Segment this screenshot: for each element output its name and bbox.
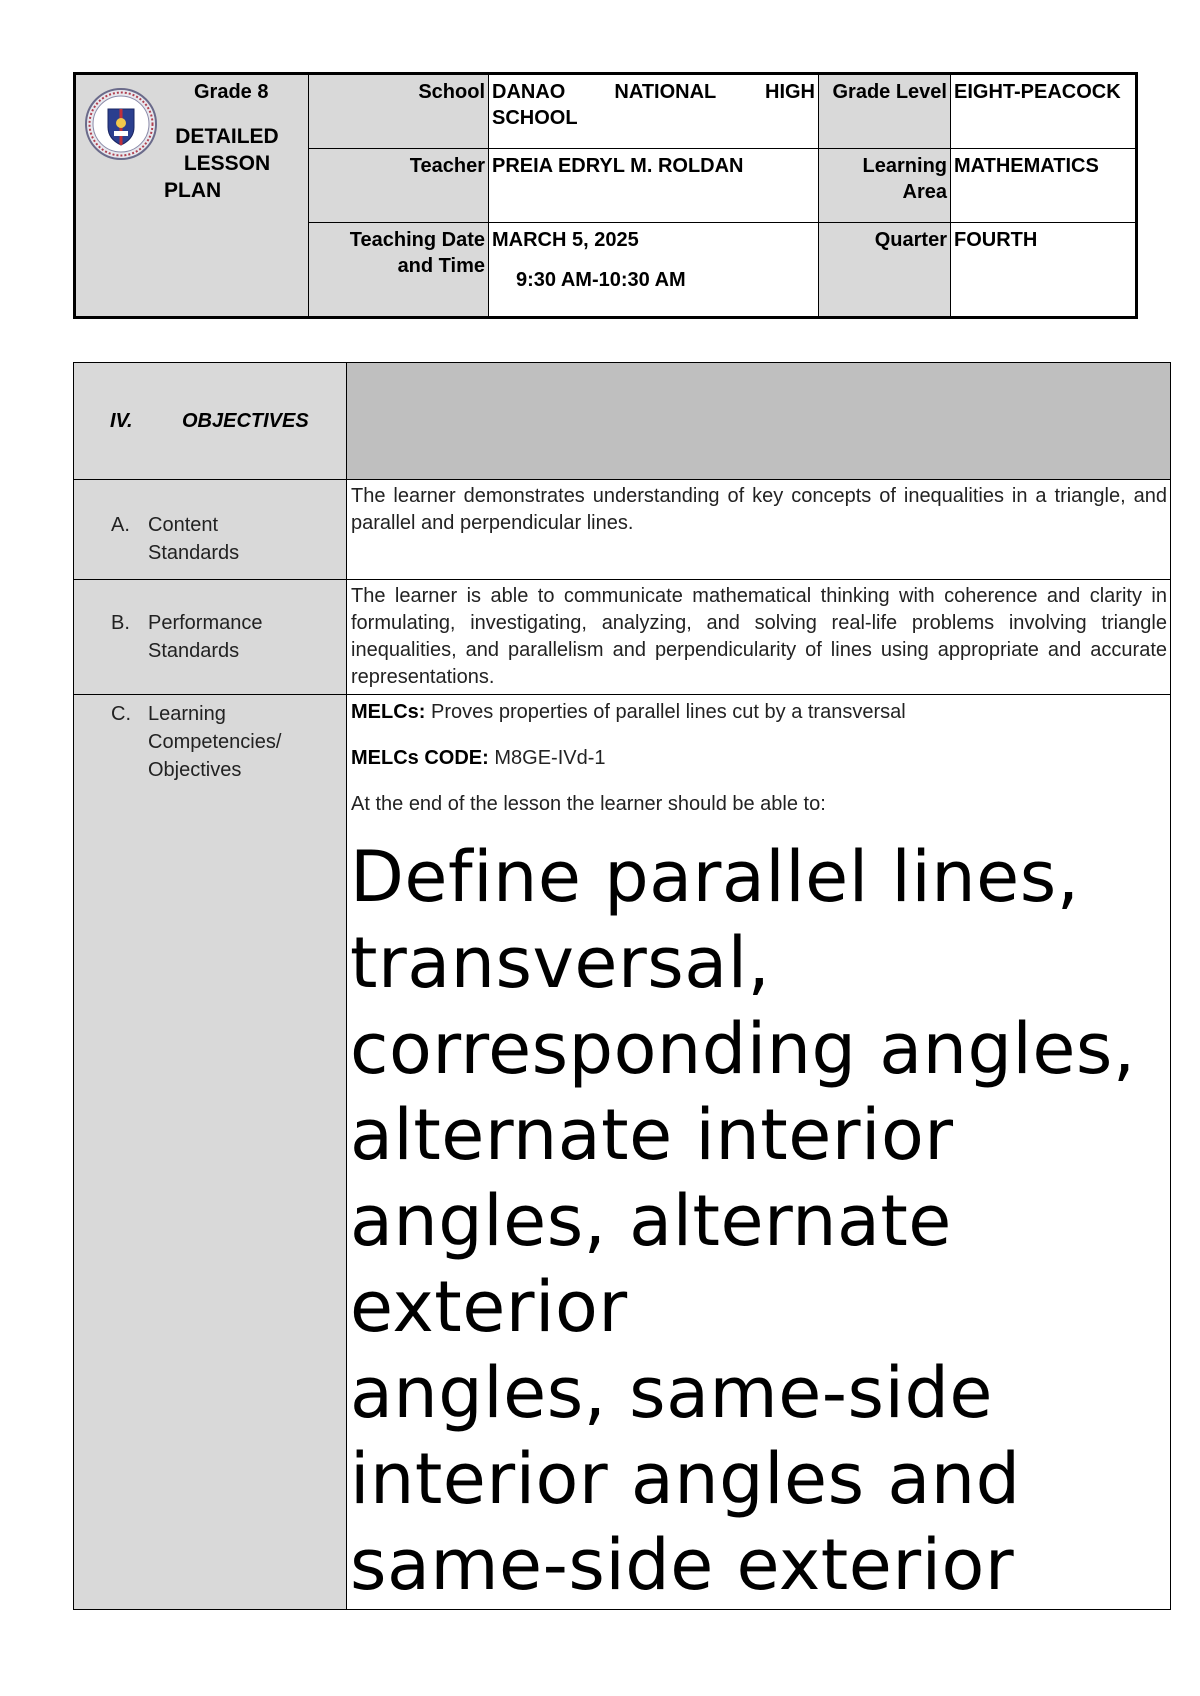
performance-standards-label: B. Performance Standards — [74, 580, 347, 695]
content-standards-label: A. Content Standards — [74, 480, 347, 580]
learning-area-label: Learning Area — [819, 149, 951, 223]
school-label: School — [309, 74, 489, 149]
objectives-heading: IV. OBJECTIVES — [74, 363, 347, 480]
time-value: 9:30 AM-10:30 AM — [516, 269, 686, 291]
objectives-heading-fill — [347, 363, 1171, 480]
learning-area-value: MATHEMATICS — [951, 149, 1137, 223]
header-table — [73, 72, 1138, 319]
title-block — [75, 74, 309, 318]
teaching-date-value — [489, 223, 819, 318]
content-standards-text: The learner demonstrates understanding of key concepts of inequalities in a triangle, and parallel and perpendicular lines. — [347, 480, 1171, 580]
grade-level-label: Grade Level — [819, 74, 951, 149]
teacher-label: Teacher — [309, 149, 489, 223]
learning-competencies-label: C. Learning Competencies/ Objectives — [74, 695, 347, 1610]
document-title: DETAILED LESSON PLAN — [164, 125, 279, 202]
date-value: MARCH 5, 2025 — [492, 229, 639, 251]
quarter-label: Quarter — [819, 223, 951, 318]
school-value: DANAO NATIONAL HIGH SCHOOL — [489, 74, 819, 149]
grade-label: Grade 8 — [194, 81, 269, 103]
grade-level-value: EIGHT-PEACOCK — [951, 74, 1137, 149]
deped-seal-icon — [84, 87, 158, 161]
melcs-line: MELCs: Proves properties of parallel lines cut by a transversal — [351, 701, 906, 723]
performance-standards-text: The learner is able to communicate mathematical thinking with coherence and clarity in formulating, investigating, analyzing, and solving real-life problems involving triangle inequalities, and parallelism and perpendicularity of lines using appropriate and accurate representations. — [347, 580, 1171, 695]
teacher-value: PREIA EDRYL M. ROLDAN — [489, 149, 819, 223]
learning-competencies-content — [347, 695, 1171, 1610]
teaching-date-label: Teaching Date and Time — [309, 223, 489, 318]
quarter-value: FOURTH — [951, 223, 1137, 318]
objective-definition-text: Define parallel lines, transversal, corresponding angles, alternate interior angles, alternate exterior angles, same-side interior angles and same-side exterior — [350, 836, 1136, 1606]
objectives-table — [73, 362, 1171, 1610]
melcs-code-line: MELCs CODE: M8GE-IVd-1 — [351, 747, 606, 769]
objectives-intro: At the end of the lesson the learner should be able to: — [351, 793, 826, 815]
